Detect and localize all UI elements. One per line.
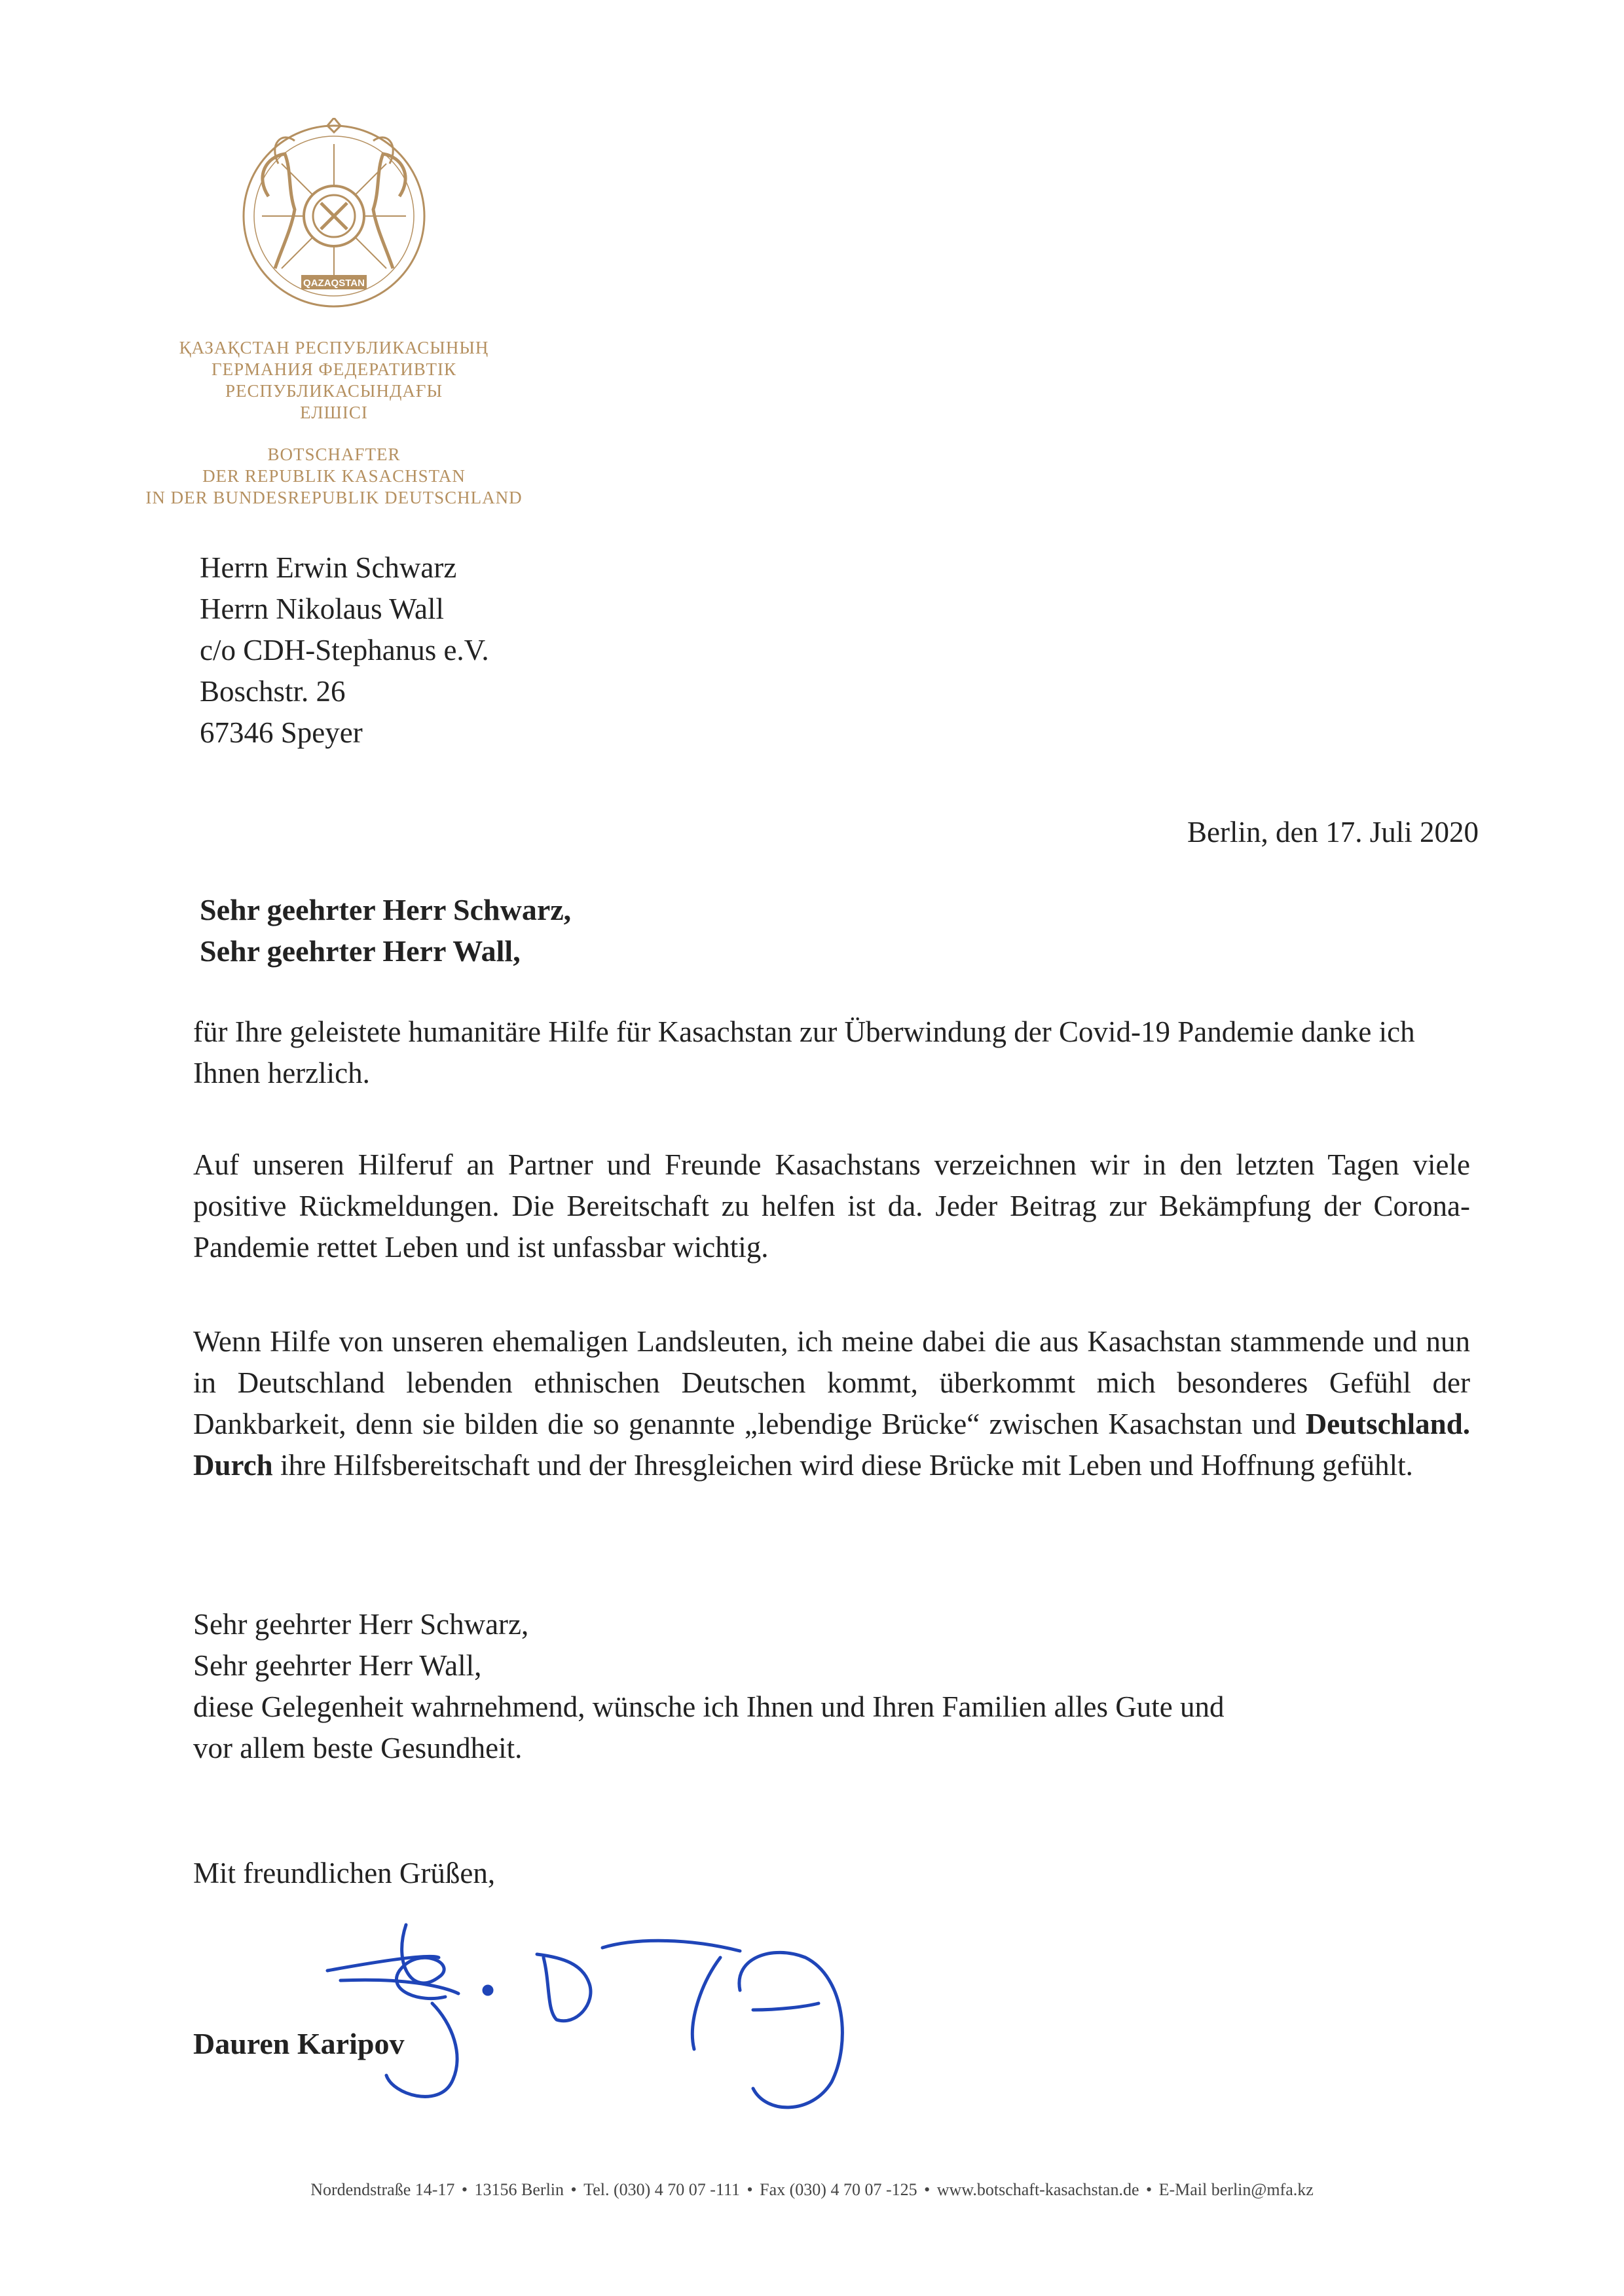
salutation-line: Sehr geehrter Herr Schwarz, <box>200 893 572 926</box>
letter-footer <box>0 2180 1624 2200</box>
footer-address: Nordendstraße 14-17 <box>310 2180 455 2199</box>
body-paragraph-3-start: Wenn Hilfe von unseren ehemaligen Landsleuten, ich meine dabei die aus Kasachstan stammende und nun in Deutschland lebenden ethnischen Deutschen kommt, überkommt mich besonderes Gefühl der Dankbarkeit, denn sie bilden die so genannte „lebendige Brücke“ zwischen Kasachstan und <box>193 1325 1470 1440</box>
letterhead-kz-line: ҚАЗАҚСТАН РЕСПУБЛИКАСЫНЫҢ <box>179 338 489 357</box>
recipient-line: Herrn Nikolaus Wall <box>200 592 444 625</box>
body-paragraph-2: Auf unseren Hilferuf an Partner und Freunde Kasachstans verzeichnen wir in den letzten Tagen viele positive Rückmeldungen. Die Bereitschaft zu helfen ist da. Jeder Beitrag zur Bekämpfung der Corona-Pandemie rettet Leben und ist unfassbar wichtig. <box>193 1148 1470 1264</box>
body-paragraph-1: für Ihre geleistete humanitäre Hilfe für Kasachstan zur Überwindung der Covid-19 Pandemie danke ich Ihnen herzlich. <box>193 1015 1415 1089</box>
letterhead-german <box>131 444 537 509</box>
recipient-line: c/o CDH-Stephanus e.V. <box>200 634 489 666</box>
state-emblem-icon <box>229 118 439 321</box>
footer-separator: • <box>924 2180 931 2199</box>
letterhead-kz-line: ГЕРМАНИЯ ФЕДЕРАТИВТІК <box>212 359 456 379</box>
salutation-line: Sehr geehrter Herr Wall, <box>200 934 521 968</box>
letterhead-de-line: IN DER BUNDESREPUBLIK DEUTSCHLAND <box>145 488 523 507</box>
body-paragraph-3-bold: Deutschland. Durch <box>193 1408 1470 1482</box>
recipient-address <box>200 547 489 754</box>
closing-line: vor allem beste Gesundheit. <box>193 1732 523 1764</box>
closing-paragraph <box>193 1604 1225 1769</box>
salutation <box>200 889 571 972</box>
footer-phone: Tel. (030) 4 70 07 -111 <box>583 2180 741 2199</box>
footer-separator: • <box>1145 2180 1153 2199</box>
closing-line: Sehr geehrter Herr Schwarz, <box>193 1608 529 1641</box>
letterhead-kz-line: РЕСПУБЛИКАСЫНДАҒЫ <box>225 381 443 401</box>
letterhead-de-line: BOTSCHAFTER <box>267 445 401 464</box>
signer-name: Dauren Karipov <box>193 2027 405 2060</box>
footer-email: E-Mail berlin@mfa.kz <box>1158 2180 1314 2199</box>
footer-separator: • <box>570 2180 577 2199</box>
handwritten-signature <box>321 1918 910 2134</box>
footer-separator: • <box>747 2180 753 2199</box>
letterhead-de-line: DER REPUBLIK KASACHSTAN <box>202 466 466 486</box>
footer-website: www.botschaft-kasachstan.de <box>936 2180 1139 2199</box>
footer-city: 13156 Berlin <box>474 2180 564 2199</box>
footer-separator: • <box>461 2180 468 2199</box>
letter-date: Berlin, den 17. Juli 2020 <box>1187 816 1479 848</box>
closing-line: diese Gelegenheit wahrnehmend, wünsche ich Ihnen und Ihren Familien alles Gute und <box>193 1690 1225 1723</box>
letterhead-kazakh <box>131 337 537 424</box>
letterhead-kz-line: ЕЛШІСІ <box>300 403 368 422</box>
body-paragraph-3 <box>193 1321 1470 1486</box>
recipient-line: Boschstr. 26 <box>200 675 346 708</box>
closing-line: Sehr geehrter Herr Wall, <box>193 1649 482 1682</box>
footer-fax: Fax (030) 4 70 07 -125 <box>760 2180 917 2199</box>
recipient-line: 67346 Speyer <box>200 716 363 749</box>
recipient-line: Herrn Erwin Schwarz <box>200 551 457 584</box>
emblem-text: QAZAQSTAN <box>303 278 365 289</box>
body-paragraph-3-end: ihre Hilfsbereitschaft und der Ihresgleichen wird diese Brücke mit Leben und Hoffnung gefühlt. <box>272 1449 1413 1482</box>
greeting: Mit freundlichen Grüßen, <box>193 1857 496 1889</box>
